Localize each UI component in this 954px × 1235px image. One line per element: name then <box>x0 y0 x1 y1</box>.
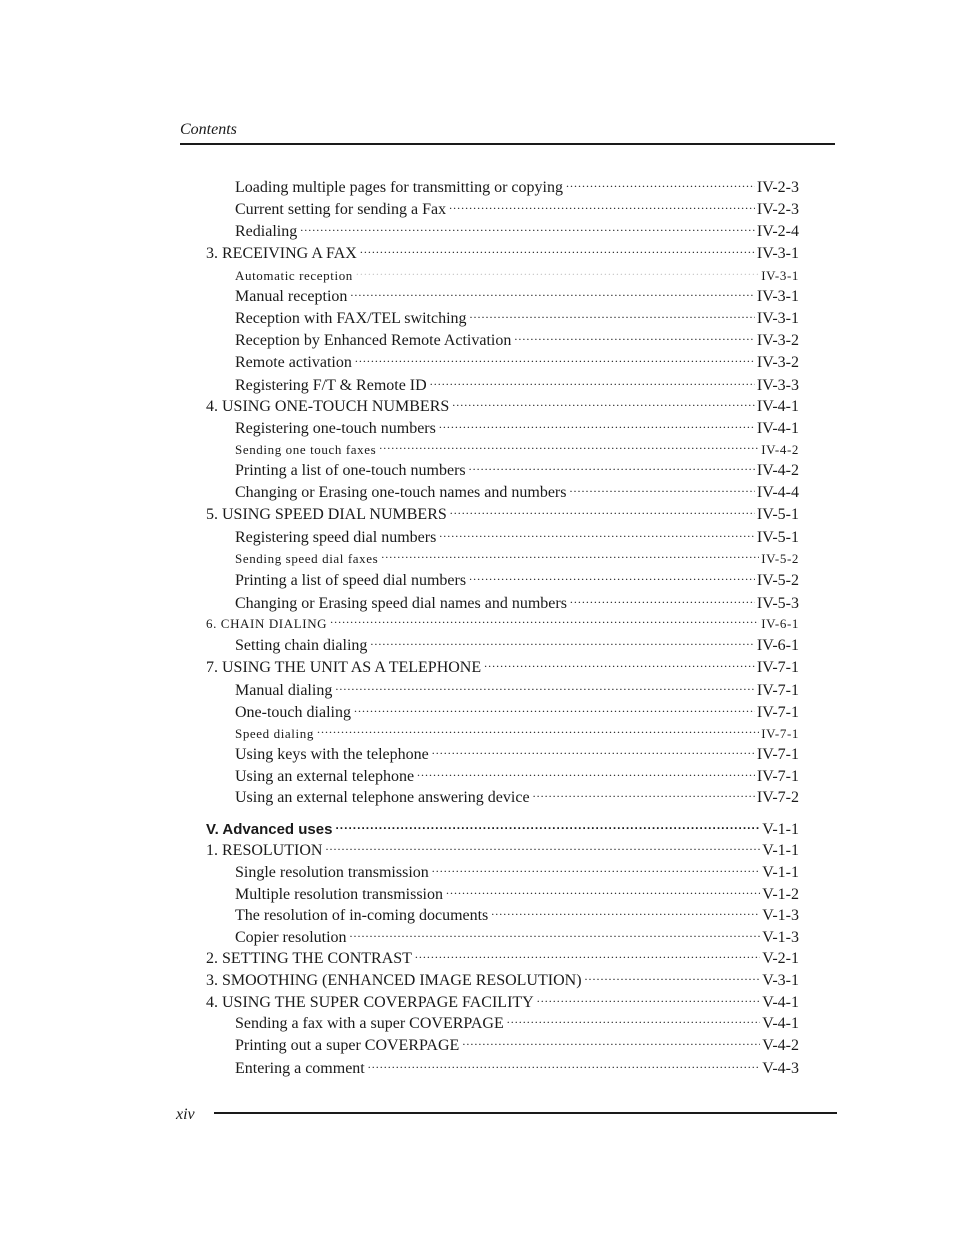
toc-entry-text: Multiple resolution transmission <box>235 886 443 903</box>
toc-entry-text: Using an external telephone <box>235 768 415 785</box>
toc-entry <box>235 879 799 903</box>
toc-entry-page: IV-6-1 <box>761 616 799 631</box>
dot-leader <box>350 922 761 942</box>
toc-entry <box>235 588 799 612</box>
toc-entry <box>235 413 799 437</box>
toc-entry-page: V-1-3 <box>762 929 799 946</box>
dot-leader <box>317 718 759 738</box>
toc-entry <box>235 630 799 654</box>
page-number: xiv <box>176 1106 195 1123</box>
toc-entry-page: IV-6-1 <box>756 637 799 654</box>
toc-entry-page: V-4-3 <box>762 1060 799 1077</box>
dot-leader <box>462 1030 760 1050</box>
toc-entry-text: Reception by Enhanced Remote Activation <box>235 332 512 349</box>
footer-rule <box>214 1112 837 1114</box>
dot-leader <box>370 630 755 650</box>
toc-entry <box>235 543 799 566</box>
dot-leader <box>415 943 760 963</box>
toc-entry-text: Redialing <box>235 223 298 240</box>
toc-chapter <box>206 943 799 967</box>
toc-chapter <box>206 608 799 631</box>
toc-entry-page: IV-7-2 <box>756 789 799 806</box>
toc-entry-text: Manual reception <box>235 288 348 305</box>
toc-entry-page: IV-7-1 <box>756 704 799 721</box>
toc-entry-text: Registering one-touch numbers <box>235 420 436 437</box>
toc-chapter <box>206 652 799 676</box>
toc-entry-text: Speed dialing <box>235 726 314 741</box>
dot-leader <box>356 260 759 280</box>
dot-leader <box>325 835 760 855</box>
toc-entry <box>235 477 799 501</box>
toc-entry-page: IV-7-1 <box>761 726 799 741</box>
toc-entry <box>235 347 799 371</box>
toc-entry-text: 5. USING SPEED DIAL NUMBERS <box>206 506 447 523</box>
dot-leader <box>446 879 760 899</box>
toc-entry <box>235 172 799 196</box>
toc-chapter <box>206 238 799 262</box>
toc-entry <box>235 216 799 240</box>
toc-entry-page: V-4-1 <box>762 1015 799 1032</box>
toc-entry-text: 3. RECEIVING A FAX <box>206 245 357 262</box>
dot-leader <box>355 347 755 367</box>
toc-entry-text: Manual dialing <box>235 682 333 699</box>
dot-leader <box>335 814 760 834</box>
toc-entry-text: Automatic reception <box>235 268 353 283</box>
dot-leader <box>470 303 755 323</box>
toc-entry-page: IV-3-1 <box>756 310 799 327</box>
header-title: Contents <box>180 121 237 138</box>
dot-leader <box>449 194 755 214</box>
toc-entry-page: IV-3-1 <box>756 288 799 305</box>
toc-entry-page: V-2-1 <box>762 950 799 967</box>
toc-entry-page: IV-2-3 <box>756 201 799 218</box>
toc-entry-page: IV-5-1 <box>756 529 799 546</box>
toc-entry-text: Setting chain dialing <box>235 637 368 654</box>
toc-entry <box>235 1030 799 1054</box>
toc-entry-page: IV-4-1 <box>756 420 799 437</box>
toc-entry-page: V-3-1 <box>762 972 799 989</box>
toc-entry-text: 6. CHAIN DIALING <box>206 616 328 631</box>
dot-leader <box>379 434 759 454</box>
dot-leader <box>368 1053 761 1073</box>
toc-entry-text: 3. SMOOTHING (ENHANCED IMAGE RESOLUTION) <box>206 972 582 989</box>
toc-entry-text: The resolution of in-coming documents <box>235 907 489 924</box>
dot-leader <box>452 391 755 411</box>
toc-entry-text: Loading multiple pages for transmitting or copying <box>235 179 563 196</box>
toc-entry-page: V-1-1 <box>762 864 799 881</box>
toc-entry-page: IV-2-3 <box>756 179 799 196</box>
toc-entry-page: IV-3-2 <box>756 332 799 349</box>
toc-entry <box>235 303 799 327</box>
toc-entry-page: IV-7-1 <box>756 682 799 699</box>
toc-entry-page: IV-2-4 <box>756 223 799 240</box>
dot-leader <box>430 370 755 390</box>
toc-entry-text: Single resolution transmission <box>235 864 429 881</box>
toc-entry-text: Printing out a super COVERPAGE <box>235 1037 460 1054</box>
toc-entry <box>235 718 799 741</box>
toc-entry-text: V. Advanced uses <box>206 821 333 838</box>
toc-chapter <box>206 835 799 859</box>
toc-entry <box>235 260 799 283</box>
toc-entry-page: V-1-1 <box>762 842 799 859</box>
dot-leader <box>533 782 755 802</box>
toc-entry-text: Registering F/T & Remote ID <box>235 377 427 394</box>
toc-entry <box>235 1008 799 1032</box>
toc-entry-page: V-1-2 <box>762 886 799 903</box>
dot-leader <box>432 739 755 759</box>
toc-entry-text: Reception with FAX/TEL switching <box>235 310 467 327</box>
toc-entry-page: IV-5-2 <box>761 551 799 566</box>
toc-entry-page: IV-7-1 <box>756 768 799 785</box>
toc-entry-page: IV-5-1 <box>756 506 799 523</box>
toc-entry-page: IV-3-2 <box>756 354 799 371</box>
dot-leader <box>484 652 755 672</box>
toc-entry-text: Entering a comment <box>235 1060 365 1077</box>
toc-entry-text: Printing a list of speed dial numbers <box>235 572 467 589</box>
toc-chapter <box>206 987 799 1011</box>
toc-entry-page: V-4-1 <box>762 994 799 1011</box>
toc-entry <box>235 370 799 394</box>
toc-entry-text: 4. USING ONE-TOUCH NUMBERS <box>206 398 450 415</box>
toc-entry-text: 2. SETTING THE CONTRAST <box>206 950 412 967</box>
toc-entry-page: IV-4-2 <box>761 442 799 457</box>
dot-leader <box>450 499 755 519</box>
toc-entry-text: Copier resolution <box>235 929 347 946</box>
dot-leader <box>330 608 759 628</box>
toc-entry-page: IV-4-4 <box>756 484 799 501</box>
toc-entry <box>235 194 799 218</box>
toc-entry-text: Printing a list of one-touch numbers <box>235 462 466 479</box>
toc-entry-text: Changing or Erasing one-touch names and numbers <box>235 484 567 501</box>
toc-entry <box>235 761 799 785</box>
toc-entry-page: IV-7-1 <box>756 746 799 763</box>
toc-entry-text: Using keys with the telephone <box>235 746 429 763</box>
toc-chapter <box>206 391 799 415</box>
toc-chapter <box>206 965 799 989</box>
toc-entry-page: IV-4-1 <box>756 398 799 415</box>
toc-entry-page: IV-5-3 <box>756 595 799 612</box>
toc-entry-page: IV-5-2 <box>756 572 799 589</box>
dot-leader <box>432 857 760 877</box>
toc-entry-text: Sending one touch faxes <box>235 442 377 457</box>
dot-leader <box>469 565 755 585</box>
dot-leader <box>566 172 755 192</box>
toc-entry-page: IV-3-1 <box>761 268 799 283</box>
toc-section-heading <box>206 814 799 838</box>
dot-leader <box>354 697 755 717</box>
toc-entry-text: 1. RESOLUTION <box>206 842 323 859</box>
dot-leader <box>491 900 760 920</box>
toc-entry-page: IV-3-1 <box>756 245 799 262</box>
dot-leader <box>360 238 755 258</box>
toc-entry-text: Remote activation <box>235 354 352 371</box>
toc-entry-page: IV-3-3 <box>756 377 799 394</box>
toc-entry <box>235 782 799 806</box>
dot-leader <box>381 543 759 563</box>
toc-entry-page: V-1-1 <box>762 821 799 838</box>
dot-leader <box>417 761 755 781</box>
toc-entry-text: Changing or Erasing speed dial names and numbers <box>235 595 567 612</box>
dot-leader <box>350 281 755 301</box>
toc-entry <box>235 455 799 479</box>
toc-entry-text: 4. USING THE SUPER COVERPAGE FACILITY <box>206 994 534 1011</box>
toc-entry-page: V-1-3 <box>762 907 799 924</box>
toc-entry-text: Using an external telephone answering device <box>235 789 530 806</box>
toc-entry <box>235 325 799 349</box>
toc-chapter <box>206 499 799 523</box>
toc-entry-page: IV-7-1 <box>756 659 799 676</box>
toc-entry-text: Current setting for sending a Fax <box>235 201 447 218</box>
toc-entry <box>235 281 799 305</box>
toc-entry-text: Sending speed dial faxes <box>235 551 379 566</box>
dot-leader <box>439 413 755 433</box>
dot-leader <box>514 325 755 345</box>
dot-leader <box>507 1008 761 1028</box>
toc-entry-page: V-4-2 <box>762 1037 799 1054</box>
toc-entry <box>235 1053 799 1077</box>
dot-leader <box>570 588 755 608</box>
toc-entry-text: One-touch dialing <box>235 704 351 721</box>
toc-entry <box>235 565 799 589</box>
toc-entry <box>235 434 799 457</box>
toc-entry <box>235 900 799 924</box>
toc-entry <box>235 739 799 763</box>
toc-entry-text: Registering speed dial numbers <box>235 529 437 546</box>
toc-entry-text: 7. USING THE UNIT AS A TELEPHONE <box>206 659 482 676</box>
dot-leader <box>569 477 754 497</box>
dot-leader <box>439 522 755 542</box>
toc-entry <box>235 675 799 699</box>
toc-entry-page: IV-4-2 <box>756 462 799 479</box>
toc-entry-text: Sending a fax with a super COVERPAGE <box>235 1015 504 1032</box>
toc-entry <box>235 922 799 946</box>
toc-entry <box>235 522 799 546</box>
dot-leader <box>300 216 755 236</box>
dot-leader <box>335 675 755 695</box>
dot-leader <box>585 965 761 985</box>
dot-leader <box>469 455 755 475</box>
toc-entry <box>235 697 799 721</box>
dot-leader <box>537 987 761 1007</box>
toc-entry <box>235 857 799 881</box>
